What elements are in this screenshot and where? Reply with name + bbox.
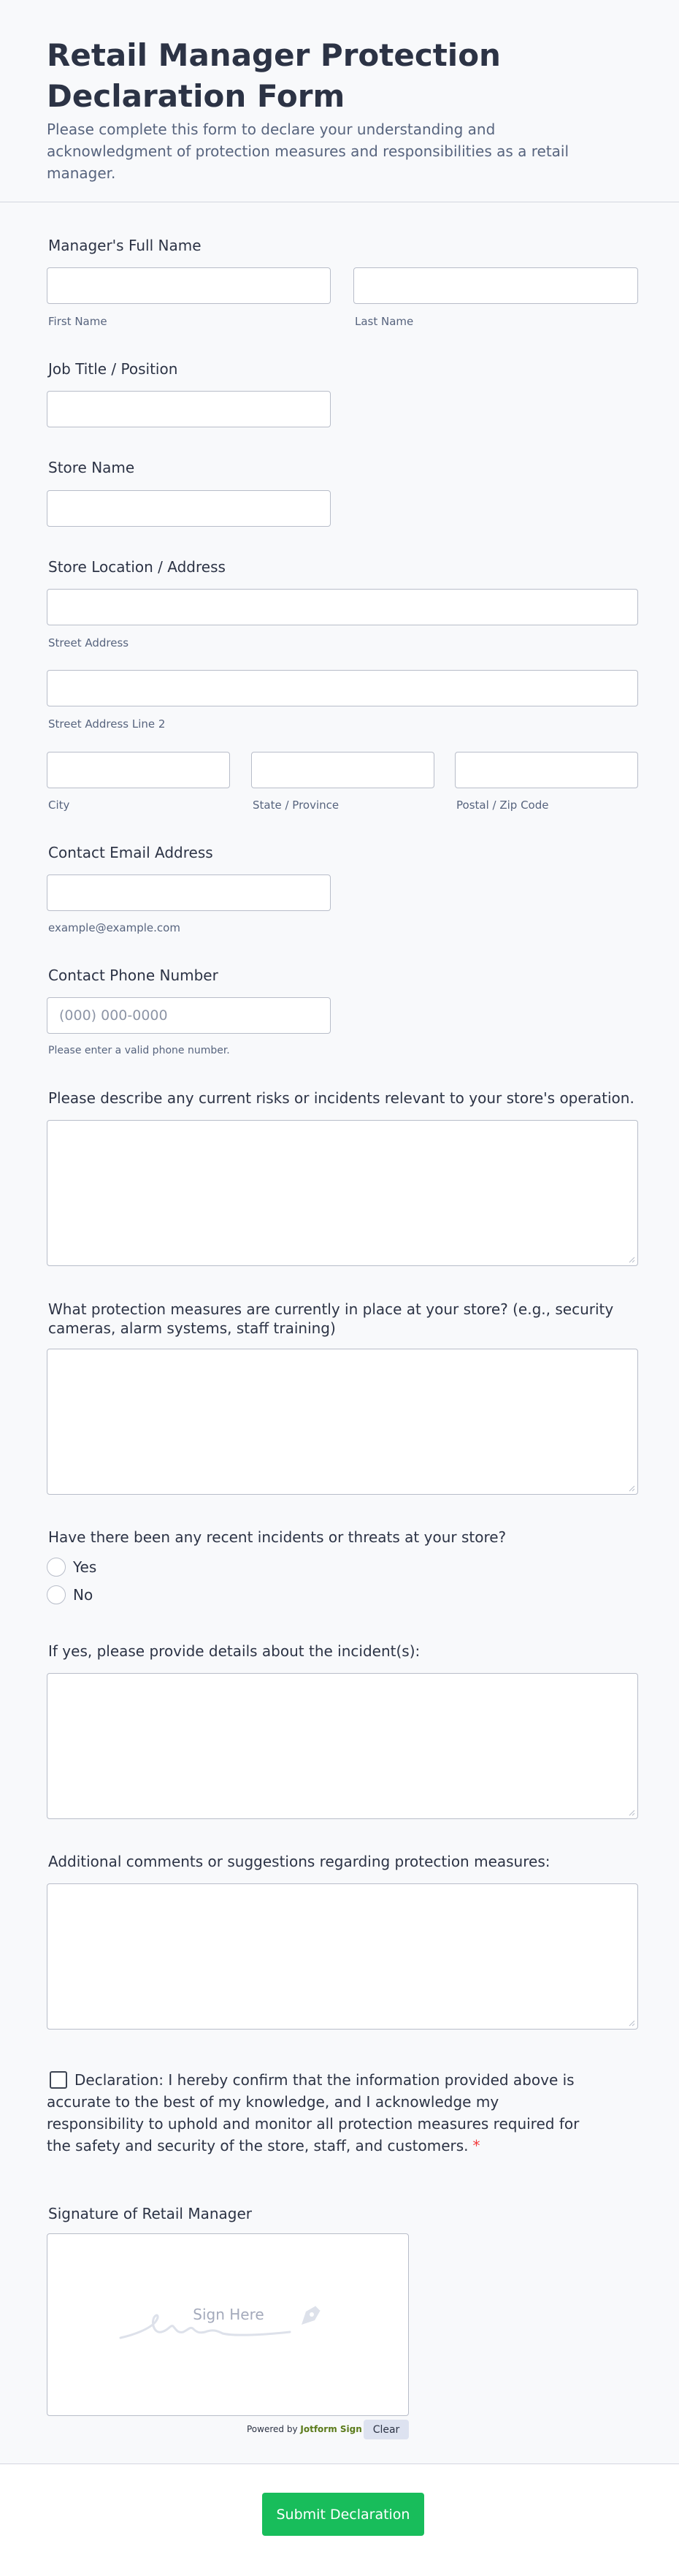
radio-option-no[interactable] bbox=[47, 1585, 93, 1605]
street-address-input[interactable] bbox=[47, 590, 637, 625]
resize-grip-icon[interactable] bbox=[628, 1485, 635, 1492]
comments-textarea[interactable] bbox=[47, 1884, 637, 2029]
details-textarea[interactable] bbox=[47, 1674, 637, 1818]
job-title-field[interactable] bbox=[47, 391, 331, 427]
risks-textarea[interactable] bbox=[47, 1121, 637, 1265]
incidents-label: Have there been any recent incidents or threats at your store? bbox=[48, 1528, 507, 1546]
full-name-label: Manager's Full Name bbox=[48, 237, 202, 254]
measures-textarea-box[interactable] bbox=[47, 1349, 638, 1495]
job-title-label: Job Title / Position bbox=[48, 360, 178, 378]
city-field[interactable] bbox=[47, 752, 230, 788]
email-field[interactable] bbox=[47, 874, 331, 911]
declaration-label: Declaration: I hereby confirm that the information provided above is accurate to the best of my knowledge, and I acknowledge my responsibility to uphold and monitor all protection measures required for the safety and security of the store, staff, and customers. bbox=[47, 2071, 580, 2154]
risks-textarea-box[interactable] bbox=[47, 1120, 638, 1266]
submit-area bbox=[0, 2464, 679, 2576]
resize-grip-icon[interactable] bbox=[628, 1256, 635, 1263]
street-address-2-input[interactable] bbox=[47, 671, 637, 706]
comments-label: Additional comments or suggestions regarding protection measures: bbox=[48, 1853, 551, 1870]
form-header bbox=[0, 0, 679, 202]
phone-field[interactable] bbox=[47, 997, 331, 1034]
store-name-field[interactable] bbox=[47, 490, 331, 527]
measures-label: What protection measures are currently in place at your store? (e.g., security cameras, alarm systems, staff training) bbox=[48, 1300, 614, 1337]
signature-pad[interactable] bbox=[47, 2233, 409, 2416]
required-asterisk: * bbox=[472, 2137, 480, 2154]
zip-input[interactable] bbox=[456, 752, 637, 788]
phone-sublabel: Please enter a valid phone number. bbox=[48, 1045, 230, 1056]
first-name-sublabel: First Name bbox=[48, 315, 107, 328]
declaration-text bbox=[47, 2069, 587, 2157]
declaration-checkbox[interactable] bbox=[50, 2071, 67, 2089]
email-label: Contact Email Address bbox=[48, 844, 213, 861]
comments-textarea-box[interactable] bbox=[47, 1883, 638, 2030]
radio-circle[interactable] bbox=[47, 1558, 66, 1577]
last-name-sublabel: Last Name bbox=[355, 315, 414, 328]
first-name-field[interactable] bbox=[47, 267, 331, 304]
resize-grip-icon[interactable] bbox=[628, 2019, 635, 2027]
signature-hint: Sign Here bbox=[193, 2306, 264, 2323]
email-input[interactable] bbox=[47, 875, 330, 910]
street-address-field[interactable] bbox=[47, 589, 638, 625]
powered-by bbox=[247, 2423, 362, 2435]
store-name-input[interactable] bbox=[47, 491, 330, 526]
measures-textarea[interactable] bbox=[47, 1349, 637, 1494]
state-sublabel: State / Province bbox=[253, 799, 340, 812]
zip-field[interactable] bbox=[455, 752, 638, 788]
city-sublabel: City bbox=[48, 799, 70, 812]
last-name-field[interactable] bbox=[353, 267, 638, 304]
address-label: Store Location / Address bbox=[48, 558, 226, 576]
resize-grip-icon[interactable] bbox=[628, 1809, 635, 1816]
powered-brand[interactable]: Jotform Sign bbox=[300, 2424, 362, 2434]
job-title-input[interactable] bbox=[47, 392, 330, 427]
clear-signature-button[interactable]: Clear bbox=[364, 2420, 409, 2439]
details-textarea-box[interactable] bbox=[47, 1673, 638, 1819]
phone-input[interactable] bbox=[47, 998, 330, 1033]
street-address-2-field[interactable] bbox=[47, 670, 638, 706]
street-address-2-sublabel: Street Address Line 2 bbox=[48, 717, 166, 731]
last-name-input[interactable] bbox=[354, 268, 637, 303]
street-address-sublabel: Street Address bbox=[48, 636, 129, 649]
signature-label: Signature of Retail Manager bbox=[48, 2205, 253, 2222]
details-label: If yes, please provide details about the incident(s): bbox=[48, 1642, 421, 1660]
page-subtitle: Please complete this form to declare your understanding and acknowledgment of protection measures and responsibilities as a retail manager. bbox=[47, 121, 569, 182]
submit-button[interactable]: Submit Declaration bbox=[262, 2493, 424, 2536]
city-input[interactable] bbox=[47, 752, 229, 788]
powered-prefix: Powered by bbox=[247, 2424, 298, 2434]
email-sublabel: example@example.com bbox=[48, 921, 180, 934]
store-name-label: Store Name bbox=[48, 459, 135, 476]
zip-sublabel: Postal / Zip Code bbox=[456, 799, 549, 812]
phone-label: Contact Phone Number bbox=[48, 967, 218, 984]
state-input[interactable] bbox=[252, 752, 434, 788]
radio-label: Yes bbox=[73, 1558, 97, 1576]
radio-circle[interactable] bbox=[47, 1585, 66, 1604]
first-name-input[interactable] bbox=[47, 268, 330, 303]
state-field[interactable] bbox=[251, 752, 434, 788]
radio-label: No bbox=[73, 1586, 93, 1604]
risks-label: Please describe any current risks or incidents relevant to your store's operation. bbox=[48, 1089, 634, 1107]
radio-option-yes[interactable] bbox=[47, 1557, 96, 1577]
page-title: Retail Manager Protection Declaration Form bbox=[47, 37, 501, 114]
